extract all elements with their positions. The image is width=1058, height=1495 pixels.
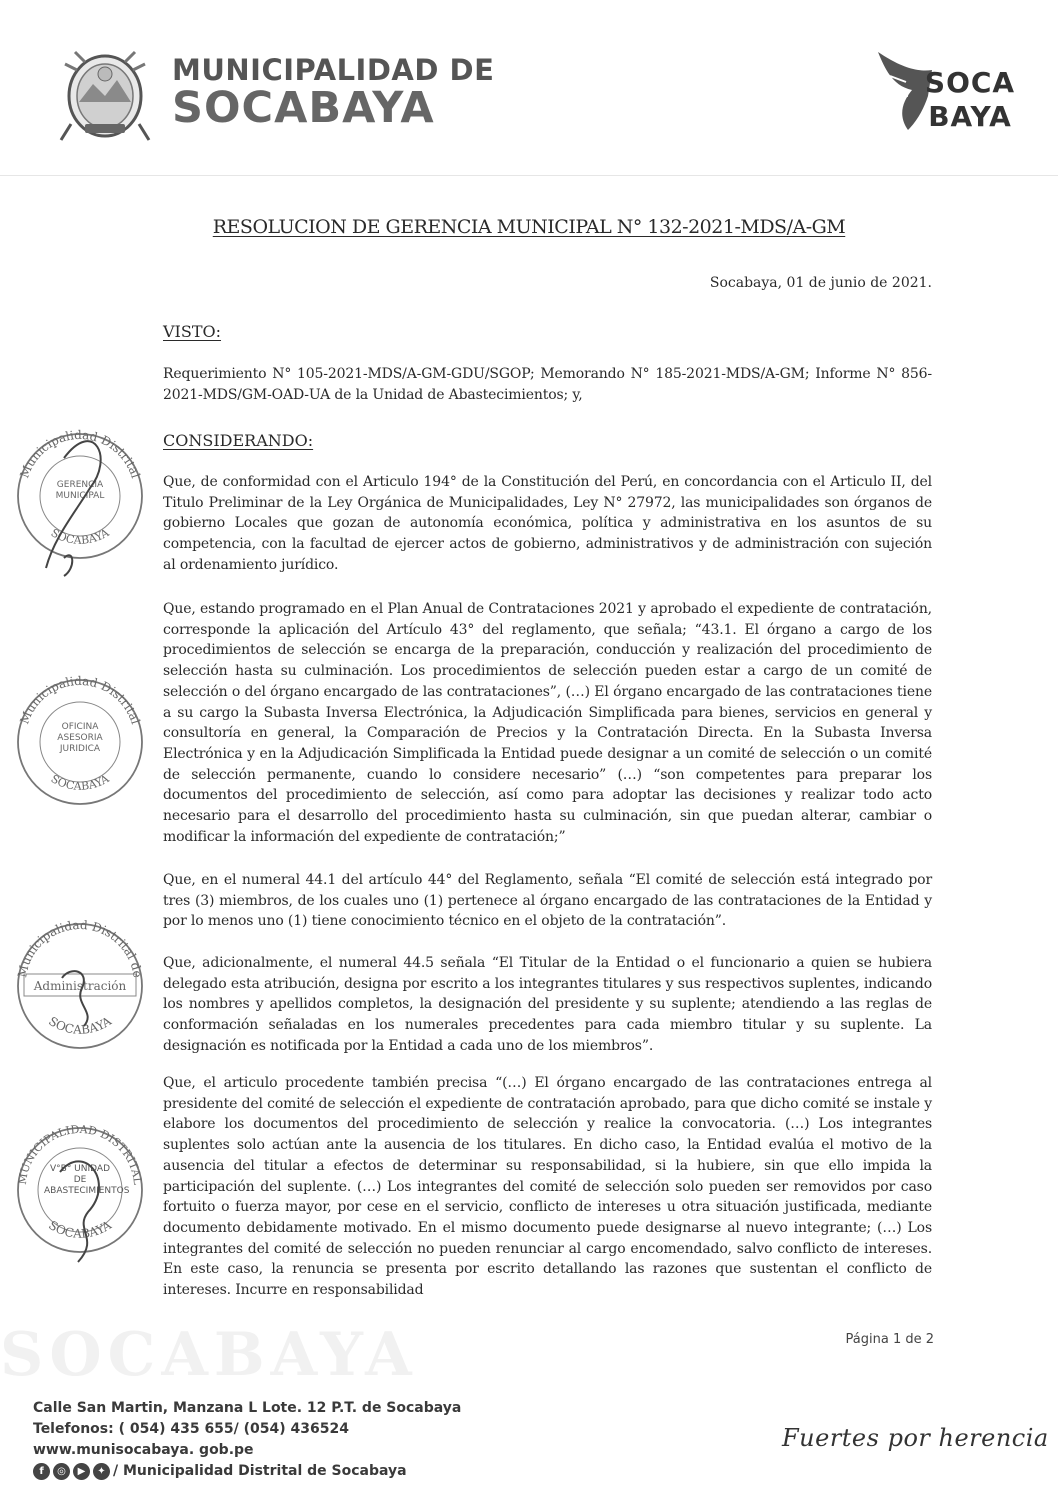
svg-text:Municipalidad Distrital bbox=[17, 428, 142, 480]
municipality-name-line2: SOCABAYA bbox=[172, 83, 435, 133]
stamp-2-bottom-text: SOCABAYA bbox=[48, 772, 112, 793]
stamp-3-top-text: Municipalidad Distrital de bbox=[15, 917, 145, 979]
considerando-paragraph-3: Que, en el numeral 44.1 del artículo 44° del Reglamento, señala “El comité de selección está integrado por tres (3) miembros, de los cuales uno (1) pertenece al órgano encargado de las contrataciones de la Entidad y por lo menos uno (1) tiene conocimiento técnico en el objeto de la contratación”. bbox=[163, 872, 932, 930]
visto-text: Requerimiento N° 105-2021-MDS/A-GM-GDU/SGOP; Memorando N° 185-2021-MDS/A-GM; Informe N° 856-2021-MDS/GM-OAD-UA de la Unidad de Abastecimientos; y, bbox=[163, 366, 932, 403]
stamp-asesoria-juridica bbox=[4, 664, 154, 824]
stamp-3-center-text: Administración bbox=[33, 979, 127, 993]
stamp-unidad-abastecimientos bbox=[4, 1112, 154, 1272]
svg-text:SOCABAYA bbox=[46, 1014, 114, 1037]
page-number: Página 1 de 2 bbox=[845, 1332, 934, 1347]
footer-phones: Telefonos: ( 054) 435 655/ (054) 436524 bbox=[33, 1421, 349, 1437]
stamp-4-top-text: MUNICIPALIDAD DISTRITAL bbox=[15, 1122, 145, 1186]
brand-logo-line2: BAYA bbox=[928, 100, 1012, 133]
stamp-2-top-text: Municipalidad Distrital bbox=[17, 673, 143, 726]
facebook-icon[interactable]: f bbox=[33, 1463, 50, 1480]
instagram-icon[interactable]: ◎ bbox=[53, 1463, 70, 1480]
footer-social-handle: / Municipalidad Distrital de Socabaya bbox=[113, 1463, 407, 1479]
stamp-1-top-text: Municipalidad Distrital bbox=[17, 427, 143, 480]
svg-text:SOCABAYA bbox=[49, 772, 113, 793]
visto-heading: VISTO: bbox=[163, 322, 222, 341]
considerando-heading: CONSIDERANDO: bbox=[163, 431, 314, 450]
considerando-paragraph-2: Que, estando programado en el Plan Anual de Contrataciones 2021 y aprobado el expediente de contratación, corresponde la aplicación del Artículo 43° del reglamento, que señala; “43.1. El órgano a cargo de los procedimientos de selección se encarga de la preparación, conducción y realización del procedimiento de selección hasta su culminación. Los procedimientos de selección pueden estar a cargo de un comité de selección o del órgano encargado de las contrataciones”, (…) El órgano encargado de las contrataciones tiene a su cargo la Subasta Inversa Electrónica, la Adjudicación Simplificada para bienes, servicios en general y consultoría en general, la Comparación de Precios y la Contratación Directa. En la Subasta Inversa Electrónica y en la Adjudicación Simplificada la Entidad puede designar a un comité de selección o un comité de selección permanente, cuando lo considere necesario” (…) “son competentes para preparar los documentos del procedimiento de selección, así como para adoptar las decisiones y realizar todo acto necesario para el desarrollo del procedimiento hasta su culminación, sin que puedan alterar, cambiar o modificar la información del expediente de contratación;” bbox=[163, 601, 932, 845]
footer-website[interactable]: www.munisocabaya. gob.pe bbox=[33, 1442, 254, 1458]
stamp-administracion bbox=[4, 908, 154, 1068]
background-watermark: SOCABAYA bbox=[0, 1320, 418, 1390]
svg-text:Municipalidad Distrital de bbox=[15, 918, 145, 979]
considerando-paragraph-4: Que, adicionalmente, el numeral 44.5 señala “El Titular de la Entidad o el funcionario a quien se hubiera delegado esta atribución, designa por escrito a los integrantes titulares y sus respectivos suplentes, indicando los nombres y apellidos completos, la designación del presidente y su suplente; atendiendo a las reglas de conformación señaladas en los numerales precedentes para cada miembro titular y su suplente. La designación es notificada por la Entidad a cada uno de los miembros”. bbox=[163, 955, 932, 1054]
stamp-gerencia-municipal bbox=[4, 418, 154, 578]
stamp-4-bottom-text: SOCABAYA bbox=[46, 1217, 114, 1241]
municipality-name bbox=[172, 53, 495, 133]
footer-social-row bbox=[33, 1461, 461, 1482]
footer-slogan: Fuertes por herencia bbox=[782, 1424, 1049, 1452]
municipal-crest-logo bbox=[55, 44, 155, 144]
document-date: Socabaya, 01 de junio de 2021. bbox=[709, 275, 932, 291]
stamp-1-center-text: GERENCIA MUNICIPAL bbox=[55, 480, 105, 501]
footer-contact bbox=[33, 1398, 461, 1482]
header-divider bbox=[0, 175, 1058, 176]
resolution-title: RESOLUCION DE GERENCIA MUNICIPAL N° 132-2021-MDS/A-GM bbox=[212, 216, 846, 238]
twitter-icon[interactable]: ✦ bbox=[93, 1463, 110, 1480]
stamp-4-center-text: V°B° UNIDAD DE ABASTECIMIENTOS bbox=[44, 1164, 130, 1196]
socabaya-brand-logo bbox=[872, 46, 1016, 141]
stamp-2-center-text: OFICINA ASESORIA JURIDICA bbox=[57, 722, 103, 754]
considerando-paragraph-5: Que, el articulo procedente también precisa “(…) El órgano encargado de las contrataciones entrega al presidente del comité de selección el expediente de contratación aprobado, para que dicho comité se instale y elabore los documentos del procedimiento de selección y realice la convocatoria. (…) Los integrantes suplentes solo actúan ante la ausencia de los titulares. En dicho caso, la Entidad evalúa el motivo de la ausencia del titular a efectos de determinar su responsabilidad, si la hubiere, sin que ello impida la participación del suplente. (…) Los integrantes del comité de selección solo pueden ser removidos por caso fortuito o fuerza mayor, por cese en el servicio, conflicto de intereses u otra situación justificada, mediante documento debidamente motivado. En el mismo documento puede designarse al nuevo integrante; (…) Los integrantes del comité de selección no pueden renunciar al cargo encomendado, salvo conflicto de intereses. En este caso, la renuncia se presenta por escrito detallando las razones que sustentan el conflicto de intereses. Incurre en responsabilidad bbox=[163, 1075, 932, 1299]
svg-text:SOCABAYA bbox=[46, 1218, 114, 1241]
municipality-name-line1: MUNICIPALIDAD DE bbox=[172, 53, 495, 87]
brand-logo-line1: SOCA bbox=[924, 66, 1016, 99]
svg-text:Municipalidad Distrital bbox=[17, 674, 142, 726]
youtube-icon[interactable]: ▶ bbox=[73, 1463, 90, 1480]
stamp-1-bottom-text: SOCABAYA bbox=[48, 526, 112, 547]
stamp-3-bottom-text: SOCABAYA bbox=[46, 1013, 114, 1037]
considerando-paragraph-1: Que, de conformidad con el Articulo 194° de la Constitución del Perú, en concordancia con el Articulo II, del Titulo Preliminar de la Ley Orgánica de Municipalidades, Ley N° 27972, las municipalidades son órganos de gobierno Locales que gozan de autonomía económica, política y administrativa en los asuntos de su competencia, con la facultad de ejercer actos de gobierno, administrativos y de administración con sujeción al ordenamiento jurídico. bbox=[163, 474, 932, 573]
footer-address: Calle San Martin, Manzana L Lote. 12 P.T. de Socabaya bbox=[33, 1400, 462, 1416]
